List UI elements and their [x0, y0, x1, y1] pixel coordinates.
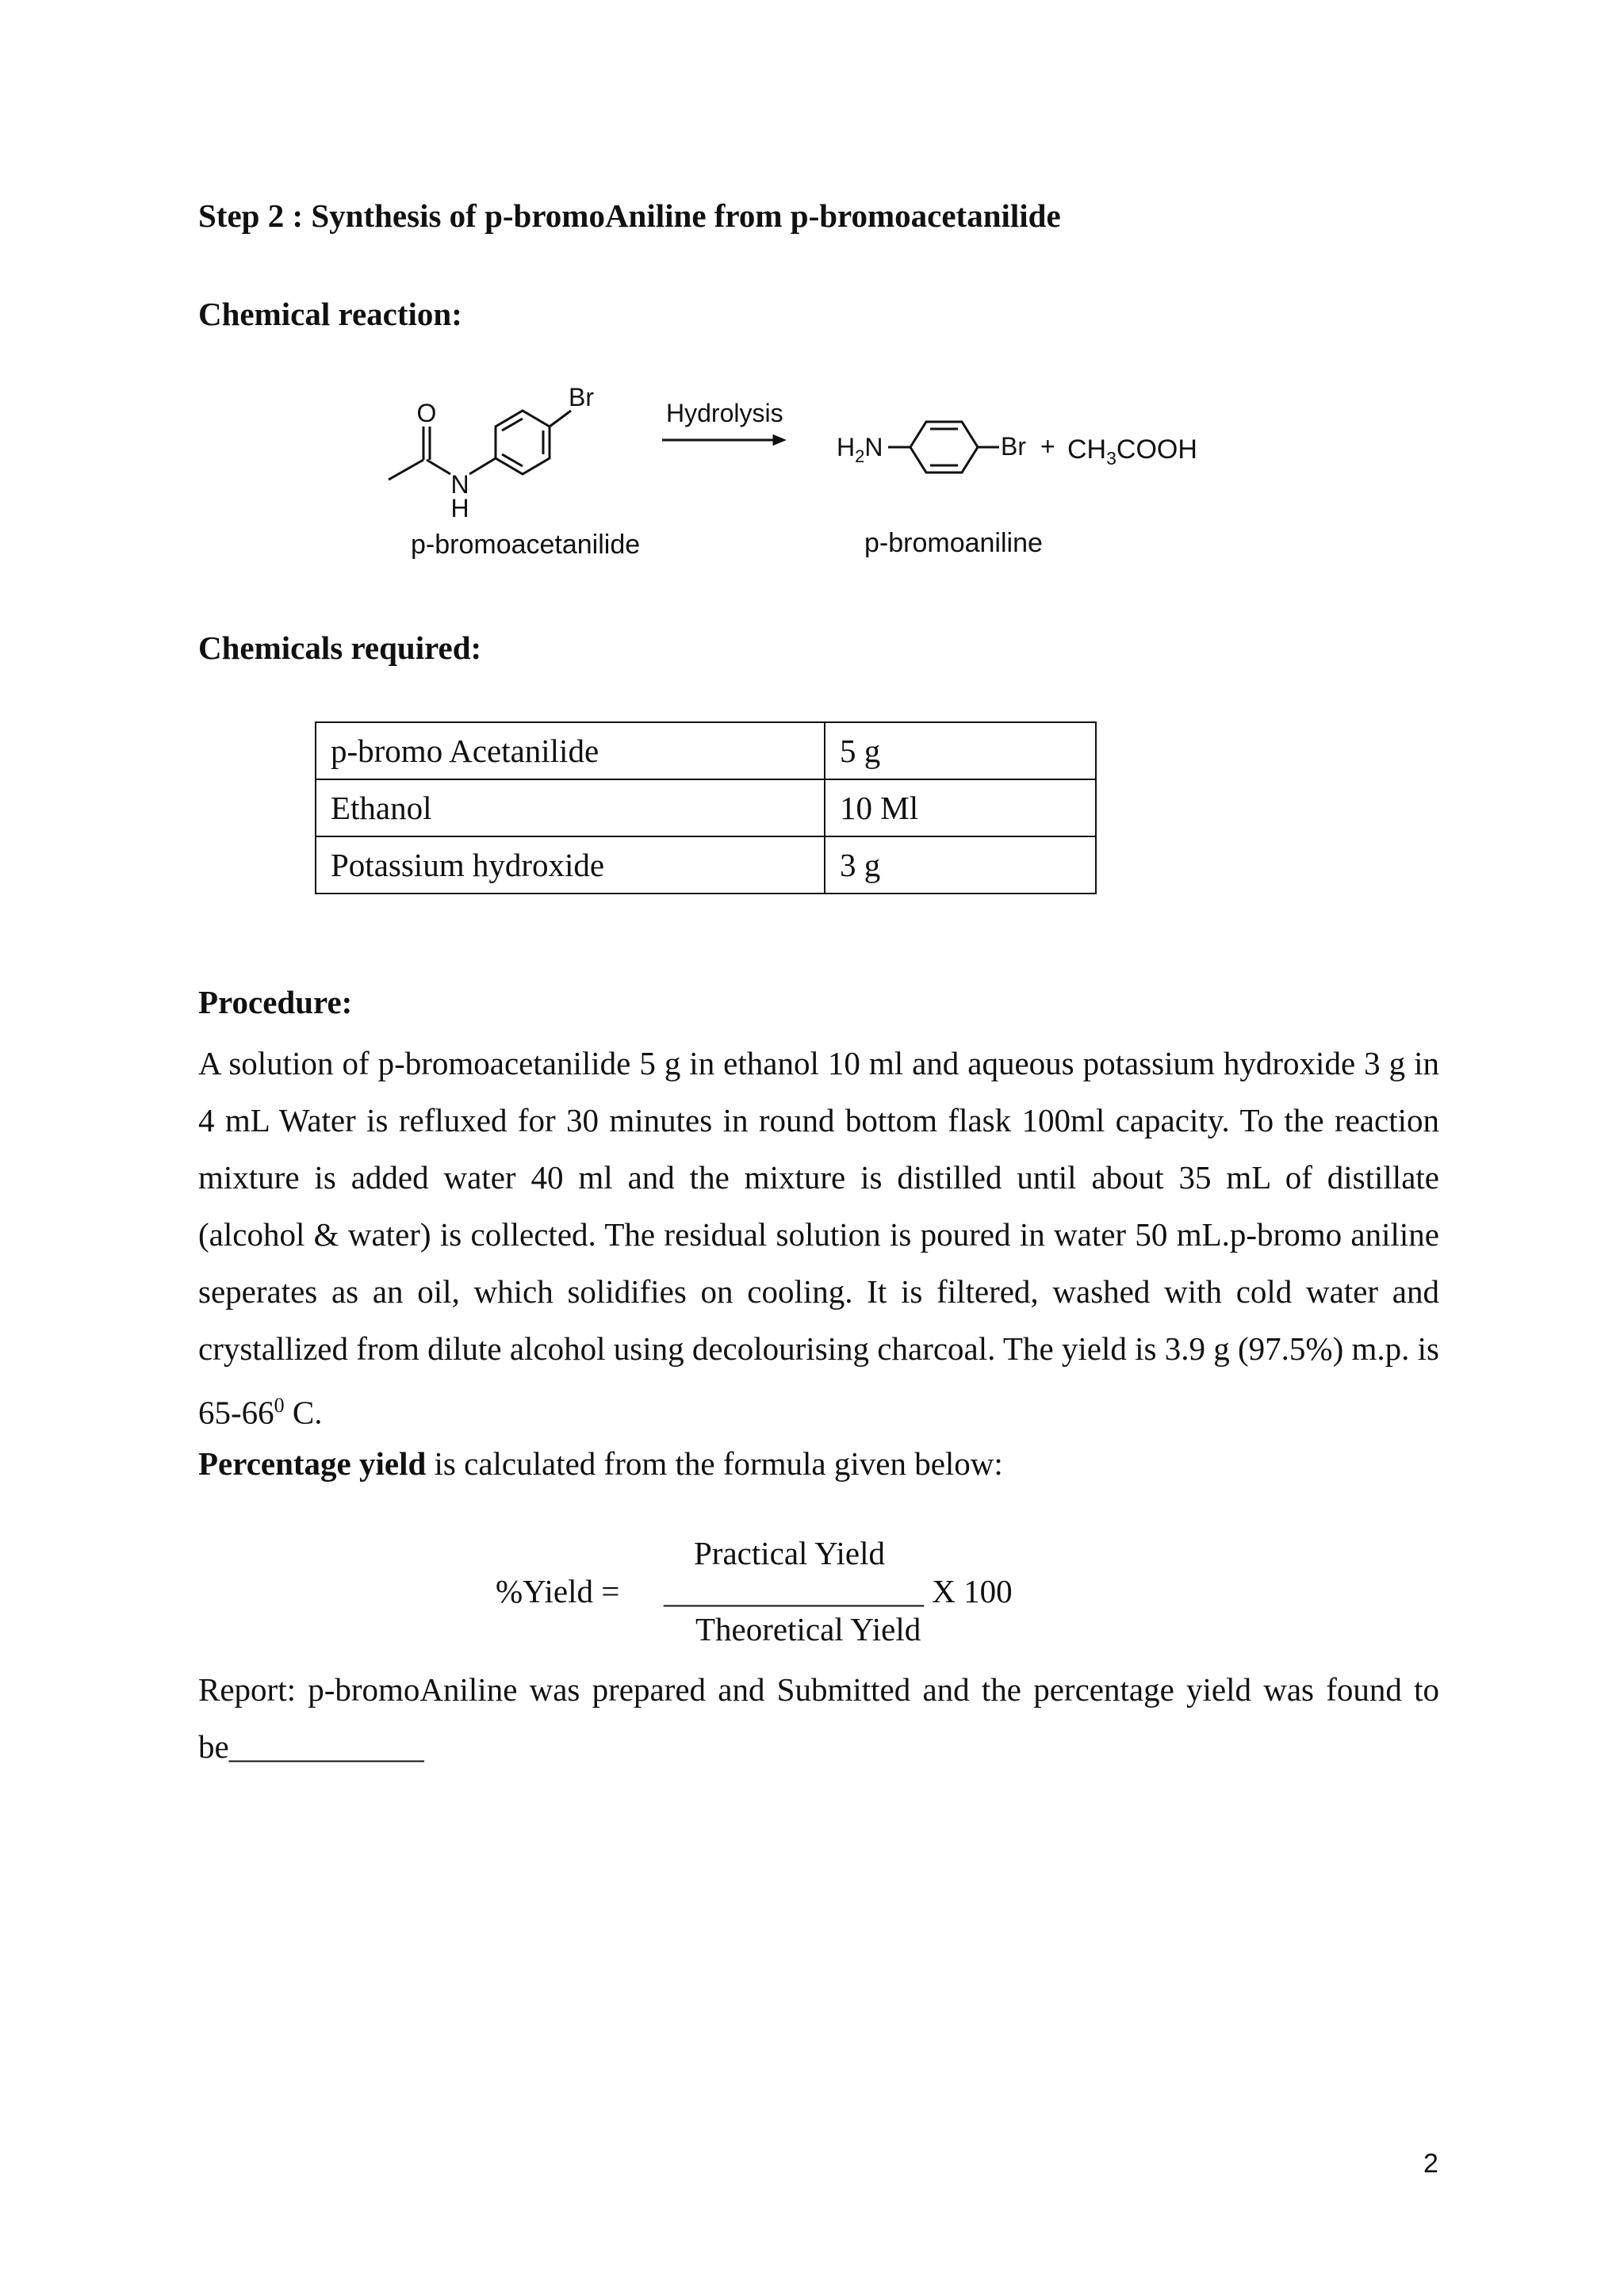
procedure-text: A solution of p-bromoacetanilide 5 g in ethanol 10 ml and aqueous potassium hydroxide 3 g in 4 mL Water is refluxed for 30 minutes in round bottom flask 100ml capacity. To the reaction mixture is added water 40 ml and the mixture is distilled until about 35 mL of distillate (alcohol & water) is collected. The residual solution is poured in water 50 mL.p-bromo aniline seperates as an oil, which solidifies on cooling. It is filtered, washed with cold water and crystallized from dilute alcohol using decolourising charcoal. The yield is 3.9 g (97.5%) m.p. is 65-66 [198, 1045, 1439, 1431]
reactant-benzene-ring [496, 411, 550, 474]
reaction-scheme [381, 373, 1285, 579]
procedure-text-end: C. [284, 1394, 323, 1431]
hydrogen-atom-label: H [450, 494, 469, 522]
product-name-label: p-bromoaniline [864, 528, 1043, 558]
bromine-atom-label: Br [569, 383, 594, 411]
reaction-heading: Chemical reaction: [198, 296, 462, 332]
arrow-label: Hydrolysis [666, 399, 783, 427]
n-aryl-bond [469, 458, 496, 474]
page-title: Step 2 : Synthesis of p-bromoAniline from p-bromoacetanilide [198, 197, 1061, 234]
product-bromine-label: Br [1001, 432, 1026, 461]
amine-group-label: $H_2N$ [837, 433, 883, 466]
formula-numerator: Practical Yield [694, 1535, 885, 1571]
plus-sign: + [1040, 432, 1055, 461]
nitrogen-atom-label: N [450, 470, 469, 499]
yield-intro-rest: is calculated from the formula given below: [426, 1445, 1003, 1482]
reactant-structure [389, 383, 594, 522]
byproduct-formula: $CH_3COOH$ [1067, 434, 1197, 469]
methyl-bond [389, 460, 423, 480]
table-row [316, 722, 1096, 779]
table-row [316, 836, 1096, 894]
amide-bond [427, 460, 450, 474]
procedure-heading: Procedure: [198, 984, 353, 1020]
formula-fraction-line: ________________ X 100 [664, 1573, 1013, 1609]
chemical-amount-cell: 3 g [825, 836, 1096, 894]
procedure-paragraph [198, 1035, 1439, 1441]
yield-intro [198, 1435, 1003, 1492]
arrow-head [774, 436, 783, 444]
chemical-name-cell: p-bromo Acetanilide [316, 722, 825, 779]
report-paragraph: Report: p-bromoAniline was prepared and Submitted and the percentage yield was found to be____________ [198, 1671, 1439, 1765]
page-number: 2 [1423, 2149, 1438, 2179]
chemicals-table [315, 721, 1097, 894]
formula-lhs: %Yield = [496, 1573, 620, 1609]
formula-multiplier: X 100 [924, 1573, 1013, 1609]
degree-superscript: 0 [274, 1394, 285, 1417]
reaction-arrow [662, 399, 783, 444]
reactant-name-label: p-bromoacetanilide [411, 530, 641, 560]
yield-intro-bold: Percentage yield [198, 1445, 427, 1482]
table-row [316, 779, 1096, 836]
chemical-name-cell: Potassium hydroxide [316, 836, 825, 894]
oxygen-atom-label: O [416, 399, 437, 427]
chemical-amount-cell: 5 g [825, 722, 1096, 779]
chemicals-heading: Chemicals required: [198, 629, 482, 666]
chemical-amount-cell: 10 Ml [825, 779, 1096, 836]
formula-denominator: Theoretical Yield [695, 1611, 921, 1647]
c-br-bond [550, 411, 571, 427]
chemical-name-cell: Ethanol [316, 779, 825, 836]
product-structure [837, 422, 1197, 473]
